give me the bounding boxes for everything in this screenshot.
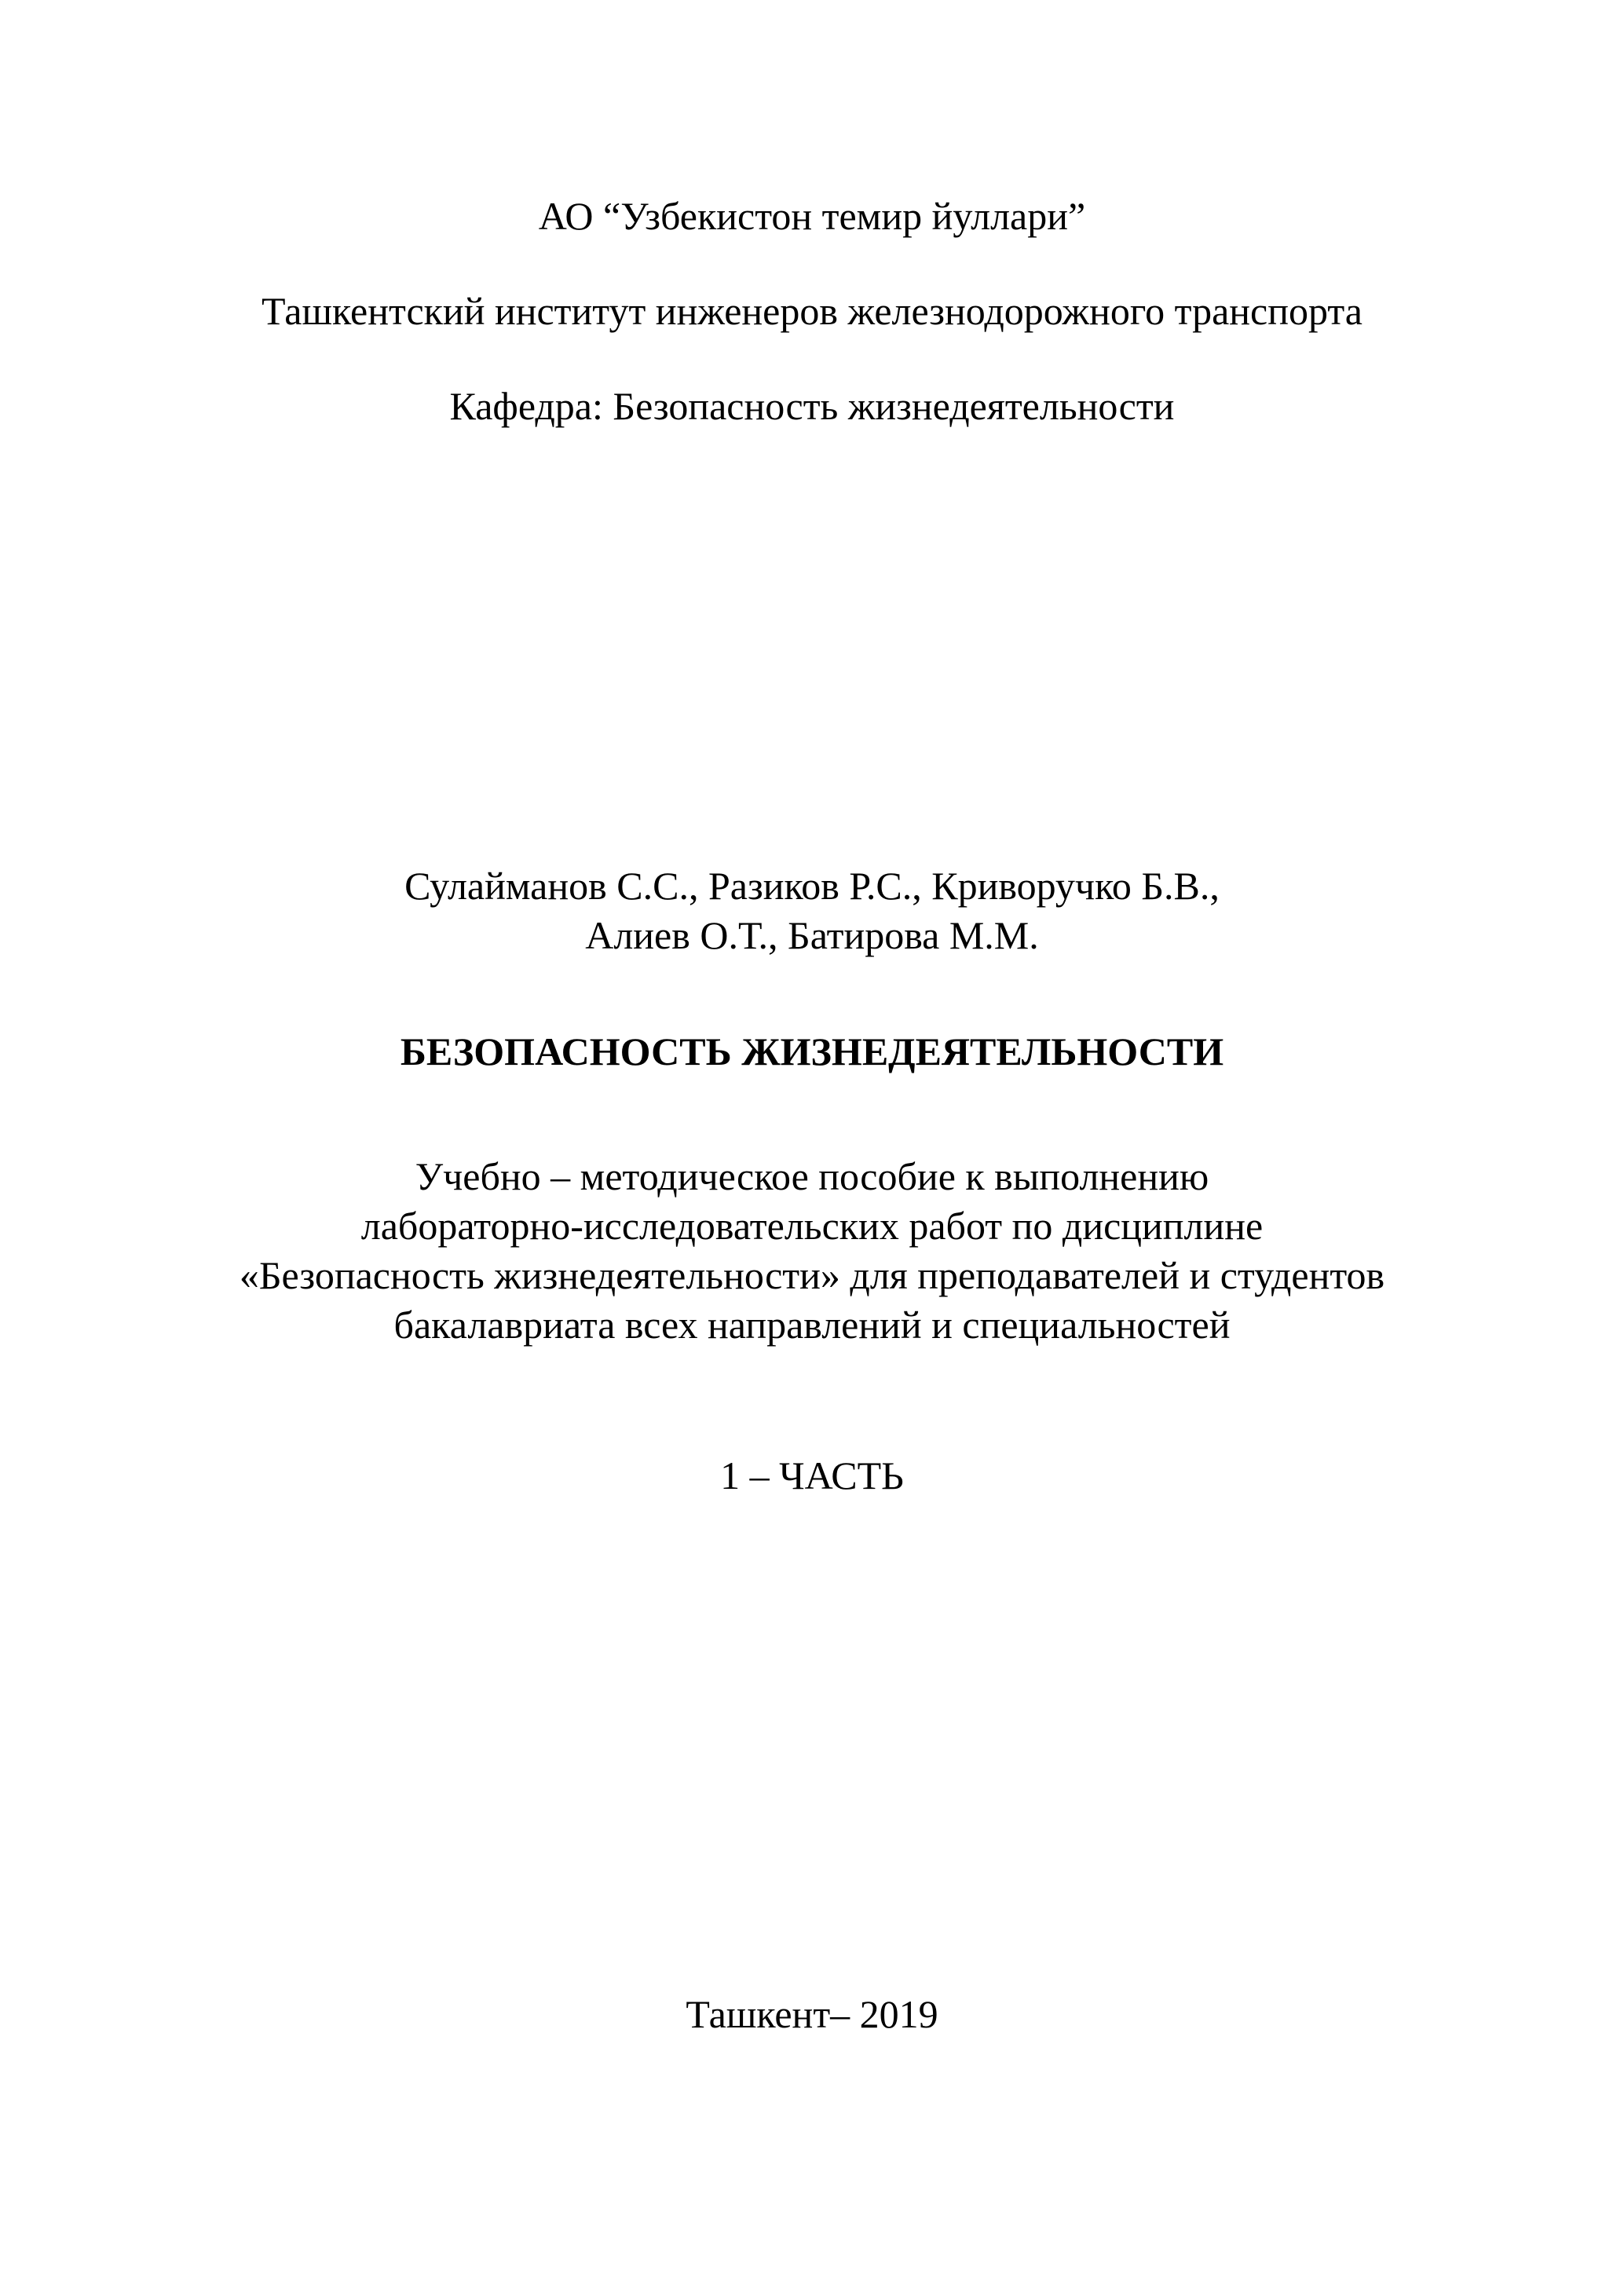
authors-line: Алиев О.Т., Батирова М.М. — [585, 913, 1039, 957]
document-description — [0, 1152, 1624, 1350]
description-line: бакалавриата всех направлений и специальностей — [393, 1303, 1231, 1347]
department-name: Кафедра: Безопасность жизнедеятельности — [449, 384, 1175, 428]
organization-name: АО “Узбекистон темир йуллари” — [538, 194, 1086, 238]
authors-block — [0, 861, 1624, 960]
description-line: «Безопасность жизнедеятельности» для преподавателей и студентов — [239, 1253, 1385, 1297]
description-line: Учебно – методическое пособие к выполнению — [415, 1154, 1209, 1198]
document-title: БЕЗОПАСНОСТЬ ЖИЗНЕДЕЯТЕЛЬНОСТИ — [400, 1029, 1224, 1073]
city-year: Ташкент– 2019 — [686, 1992, 938, 2036]
authors-line: Сулайманов С.С., Разиков Р.С., Криворучко Б.В., — [404, 864, 1220, 908]
part-label: 1 – ЧАСТЬ — [720, 1453, 904, 1497]
description-line: лабораторно-исследовательских работ по дисциплине — [360, 1204, 1264, 1248]
institute-name: Ташкентский институт инженеров железнодорожного транспорта — [262, 289, 1362, 333]
